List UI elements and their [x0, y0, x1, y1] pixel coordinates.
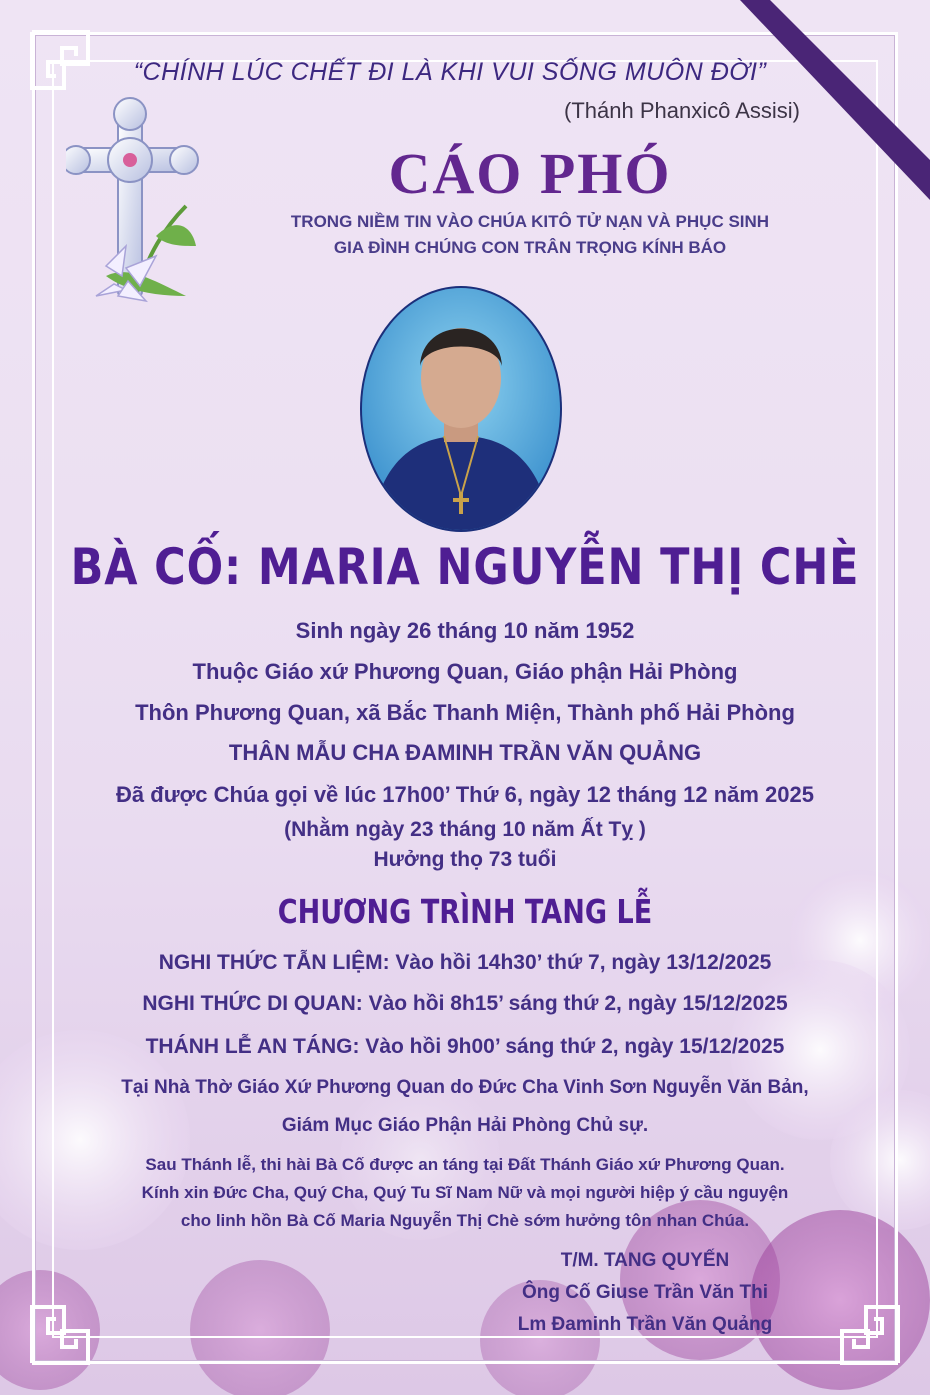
quote-author: (Thánh Phanxicô Assisi): [564, 98, 800, 123]
signature-name-2: Lm Đaminh Trần Văn Quảng: [517, 1314, 773, 1335]
address-info: Thôn Phương Quan, xã Bắc Thanh Miện, Thành phố Hải Phòng: [135, 700, 795, 725]
birth-date: Sinh ngày 26 tháng 10 năm 1952: [295, 618, 635, 643]
subtitle-announcement: GIA ĐÌNH CHÚNG CON TRÂN TRỌNG KÍNH BÁO: [333, 238, 727, 257]
relation-info: THÂN MẪU CHA ĐAMINH TRẦN VĂN QUẢNG: [228, 740, 702, 765]
note-line-3: cho linh hồn Bà Cố Maria Nguyễn Thị Chè sớm hưởng tôn nhan Chúa.: [180, 1211, 750, 1230]
corner-ornament-bottom-right: [830, 1295, 902, 1367]
location-line-1: Tại Nhà Thờ Giáo Xứ Phương Quan do Đức Cha Vinh Sơn Nguyễn Văn Bản,: [121, 1077, 809, 1098]
corner-ornament-bottom-left: [28, 1295, 100, 1367]
quote-text: “CHÍNH LÚC CHẾT ĐI LÀ KHI VUI SỐNG MUÔN ĐỜI”: [133, 58, 767, 86]
rite-encoffining: NGHI THỨC TẪN LIỆM: Vào hồi 14h30’ thứ 7, ngày 13/12/2025: [158, 951, 772, 974]
note-line-2: Kính xin Đức Cha, Quý Cha, Quý Tu Sĩ Nam Nữ và mọi người hiệp ý cầu nguyện: [141, 1183, 789, 1202]
age-info: Hưởng thọ 73 tuổi: [373, 848, 557, 871]
note-line-1: Sau Thánh lễ, thi hài Bà Cố được an táng tại Đất Thánh Giáo xứ Phương Quan.: [145, 1155, 785, 1174]
portrait-photo: [360, 286, 562, 532]
program-title: CHƯƠNG TRÌNH TANG LỄ: [277, 892, 653, 931]
parish-info: Thuộc Giáo xứ Phương Quan, Giáo phận Hải Phòng: [192, 659, 738, 684]
subtitle-faith: TRONG NIỀM TIN VÀO CHÚA KITÔ TỬ NẠN VÀ PHỤC SINH: [290, 212, 770, 231]
signature-name-1: Ông Cố Giuse Trần Văn Thi: [522, 1282, 768, 1303]
rite-procession: NGHI THỨC DI QUAN: Vào hồi 8h15’ sáng thứ 2, ngày 15/12/2025: [142, 992, 788, 1015]
death-info: Đã được Chúa gọi về lúc 17h00’ Thứ 6, ngày 12 tháng 12 năm 2025: [116, 782, 814, 807]
page-title: CÁO PHÓ: [388, 141, 672, 206]
lunar-date: (Nhằm ngày 23 tháng 10 năm Ất Tỵ ): [284, 818, 646, 841]
rite-funeral-mass: THÁNH LỄ AN TÁNG: Vào hồi 9h00’ sáng thứ 2, ngày 15/12/2025: [145, 1035, 785, 1058]
signature-heading: T/M. TANG QUYẾN: [560, 1250, 730, 1271]
location-line-2: Giám Mục Giáo Phận Hải Phòng Chủ sự.: [281, 1115, 649, 1136]
deceased-name: BÀ CỐ: MARIA NGUYỄN THỊ CHÈ: [70, 538, 860, 596]
